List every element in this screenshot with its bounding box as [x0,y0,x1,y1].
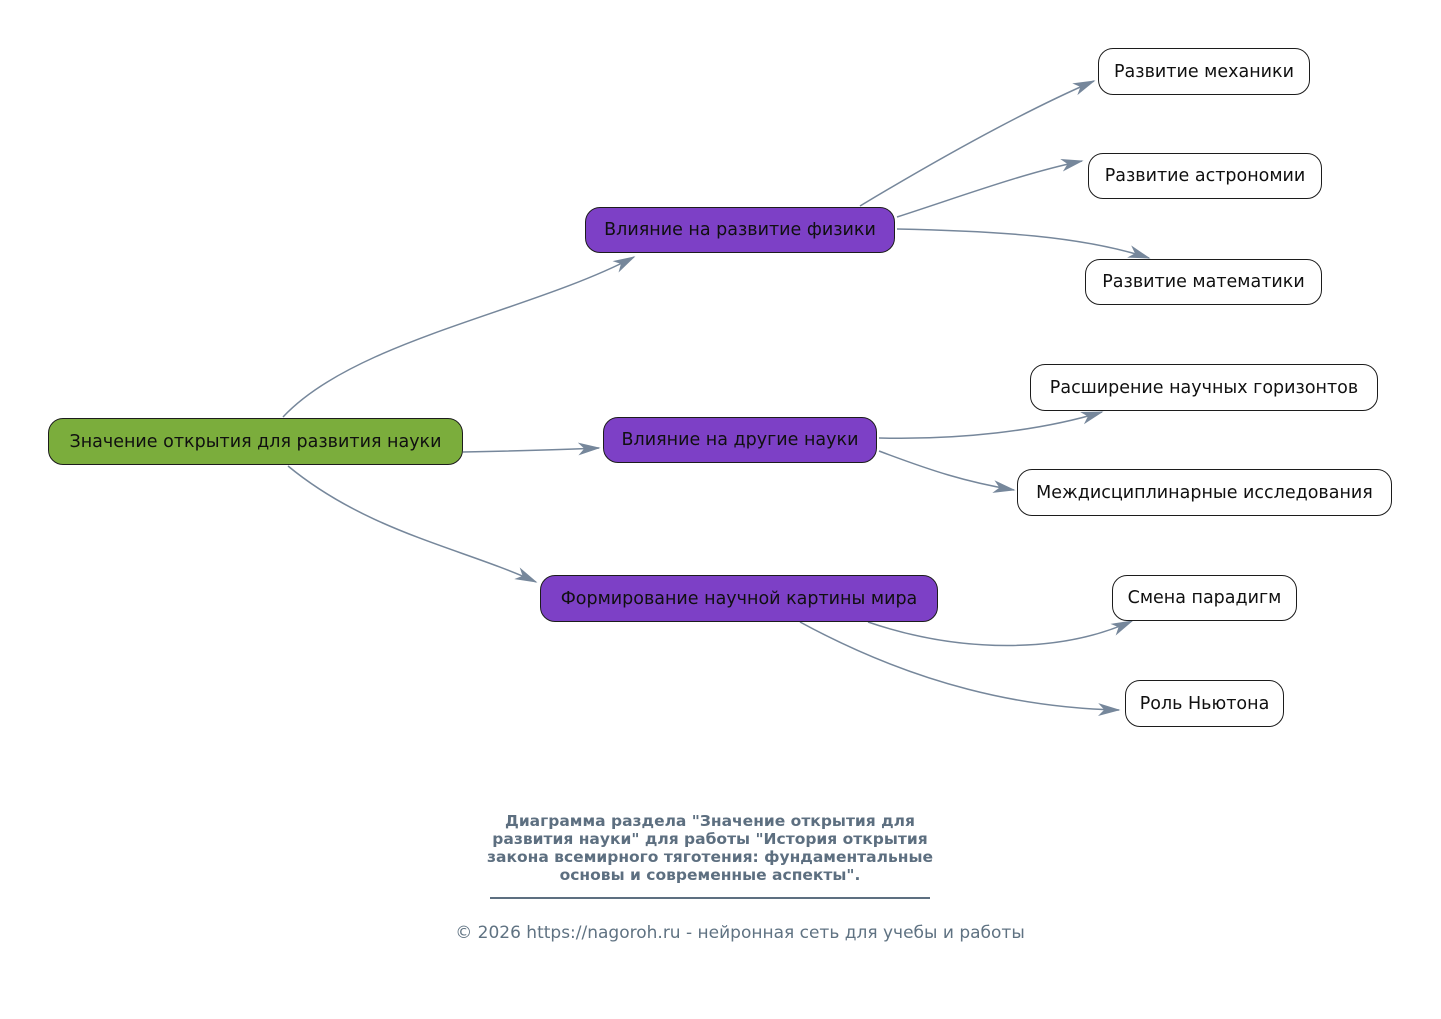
node-branch-other-sciences-label: Влияние на другие науки [621,430,859,450]
edge-root-to-worldview [288,466,536,582]
node-leaf-newton [1125,680,1284,727]
node-root-label: Значение открытия для развития науки [69,431,442,452]
node-leaf-interdisciplinary [1017,469,1392,516]
node-leaf-newton-label: Роль Ньютона [1139,693,1270,714]
edge-physics-to-math [897,229,1149,258]
footer-credit: © 2026 https://nagoroh.ru - нейронная сеть для учебы и работы [455,923,1025,943]
caption-line-3: закона всемирного тяготения: фундаментальные [486,848,934,866]
node-branch-other-sciences [603,417,877,463]
node-branch-physics [585,207,895,253]
edge-root-to-other-sciences [463,448,599,452]
node-branch-worldview [540,575,938,622]
edge-other-to-horizons [879,412,1102,438]
caption-line-1: Диаграмма раздела "Значение открытия для [505,812,915,830]
caption [360,812,1060,899]
node-branch-physics-label: Влияние на развитие физики [604,220,876,240]
node-branch-worldview-label: Формирование научной картины мира [560,588,918,609]
node-leaf-math [1085,259,1322,305]
caption-line-2: развития науки" для работы "История открытия [492,830,928,848]
node-leaf-horizons [1030,364,1378,411]
node-root [48,418,463,465]
node-leaf-math-label: Развитие математики [1102,272,1305,292]
caption-line-4: основы и современные аспекты". [559,866,861,884]
node-leaf-interdisciplinary-label: Междисциплинарные исследования [1036,482,1373,503]
edge-physics-to-mechanics [860,81,1094,206]
edge-other-to-interdisciplinary [879,451,1014,490]
edge-physics-to-astronomy [897,161,1082,217]
node-leaf-mechanics-label: Развитие механики [1114,61,1294,82]
node-leaf-astronomy [1088,153,1322,199]
node-leaf-paradigm [1112,575,1297,621]
edge-worldview-to-paradigm [868,621,1132,646]
edge-root-to-physics [283,257,634,417]
caption-divider [490,897,930,899]
node-leaf-mechanics [1098,48,1310,95]
edge-worldview-to-newton [800,622,1119,710]
node-leaf-horizons-label: Расширение научных горизонтов [1049,377,1359,398]
node-leaf-paradigm-label: Смена парадигм [1127,588,1282,608]
node-leaf-astronomy-label: Развитие астрономии [1104,166,1306,186]
